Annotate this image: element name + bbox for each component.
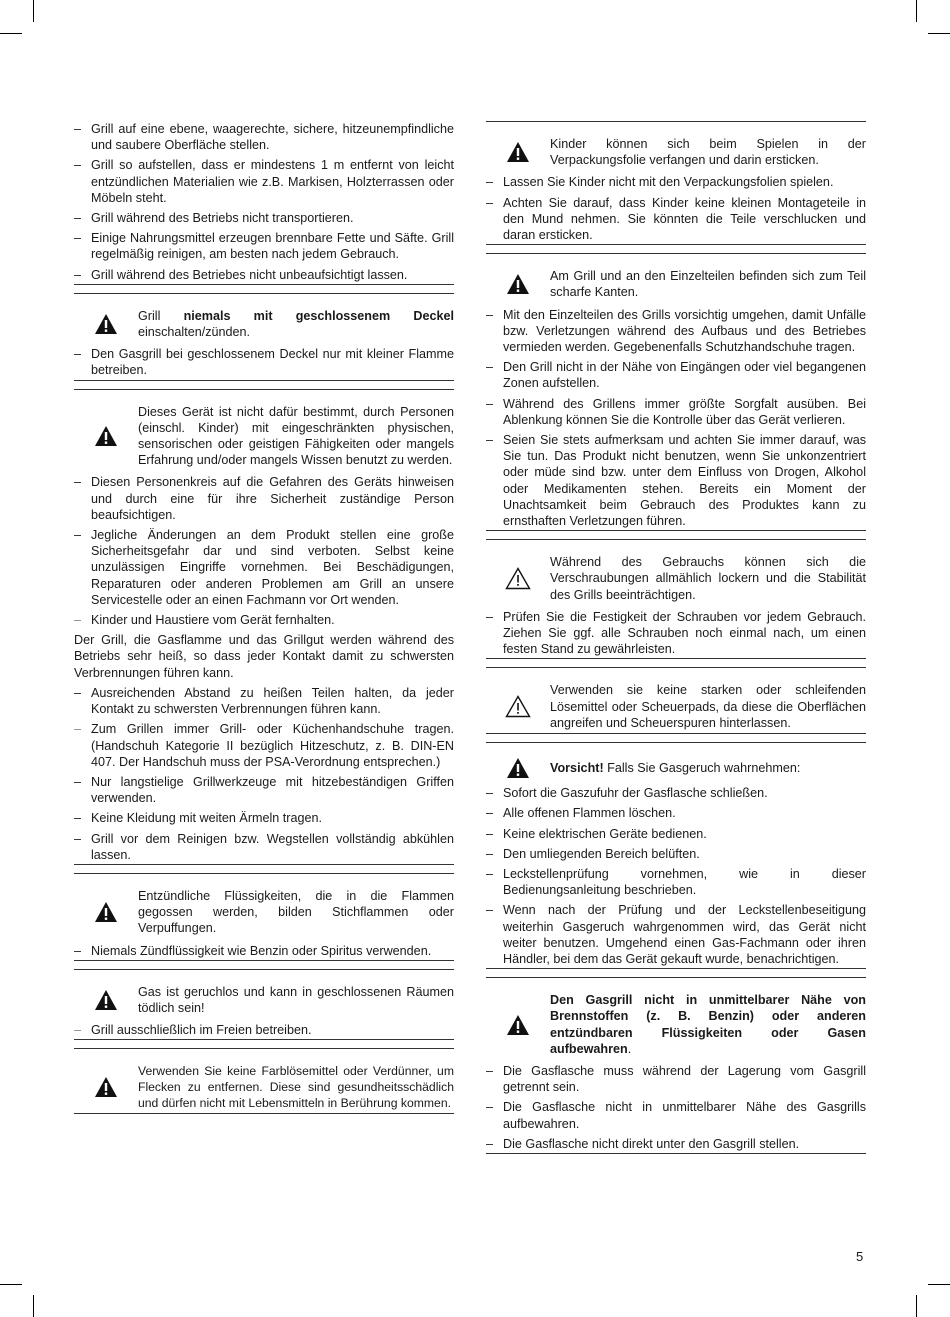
crop-mark bbox=[916, 1295, 917, 1317]
list-item: – Leckstellenprüfung vornehmen, wie in dieser Bedienungsanleitung beschrieben. bbox=[486, 866, 866, 898]
section-divider bbox=[486, 667, 866, 674]
warning-gas bbox=[74, 984, 454, 1016]
section-divider bbox=[486, 977, 866, 984]
warning-persons bbox=[74, 404, 454, 469]
section-divider bbox=[74, 873, 454, 880]
warning-triangle-icon bbox=[74, 313, 138, 335]
list-item: – Keine elektrischen Geräte bedienen. bbox=[486, 826, 866, 842]
warning-screws bbox=[486, 554, 866, 603]
warning-edges bbox=[486, 268, 866, 300]
list-item: – Die Gasflasche nicht direkt unter den Gasgrill stellen. bbox=[486, 1136, 866, 1154]
warning-lid bbox=[74, 308, 454, 340]
list-item: – Keine Kleidung mit weiten Ärmeln tragen. bbox=[74, 810, 454, 826]
warning-text: Verwenden Sie keine Farblösemittel oder Verdünner, um Flecken zu entfernen. Diese sind gesundheitsschädlich und dürfen nicht mit Lebensmitteln in Berührung kommen. bbox=[138, 1064, 454, 1111]
crop-mark bbox=[928, 1284, 950, 1285]
section-divider bbox=[74, 1048, 454, 1055]
list-item: – Nur langstielige Grillwerkzeuge mit hitzebeständigen Griffen verwenden. bbox=[74, 774, 454, 806]
list-item: – Den Grill nicht in der Nähe von Eingängen oder viel begangenen Zonen aufstellen. bbox=[486, 359, 866, 391]
list-item: – Ausreichenden Abstand zu heißen Teilen halten, da jeder Kontakt zu schwersten Verbrennungen führen kann. bbox=[74, 685, 454, 717]
warning-text: Grill niemals mit geschlossenem Deckel einschalten/zünden. bbox=[138, 308, 454, 340]
caution-outline-icon bbox=[486, 695, 550, 718]
list-item: – Seien Sie stets aufmerksam und achten Sie immer darauf, was Sie tun. Das Produkt nicht benutzen, wenn Sie unkonzentriert oder müde sind bzw. unter dem Einfluss von Drogen, Alkohol oder Medikamenten stehen. Bereits ein Moment der Unachtsamkeit beim Gebrauch des Produktes kann zu ernsthaften Verletzungen führen. bbox=[486, 432, 866, 531]
warning-triangle-icon bbox=[486, 141, 550, 163]
warning-text: Den Gasgrill nicht in unmittelbarer Nähe von Brennstoffen (z. B. Benzin) oder anderen entzündbaren Flüssigkeiten oder Gasen aufbewahren. bbox=[550, 993, 866, 1056]
warning-triangle-icon bbox=[74, 425, 138, 447]
warning-text: Dieses Gerät ist nicht dafür bestimmt, durch Personen (einschl. Kinder) mit eingeschränkten physischen, sensorischen oder geistigen Fähigkeiten oder mangels Erfahrung und/oder mangels Wissen benutzt zu werden. bbox=[138, 404, 454, 468]
list-item: – Grill so aufstellen, dass er mindestens 1 m entfernt von leicht entzündlichen Materialien wie z.B. Markisen, Holzterrassen oder Möbeln steht. bbox=[74, 157, 454, 206]
list-item: – Niemals Zündflüssigkeit wie Benzin oder Spiritus verwenden. bbox=[74, 943, 454, 961]
list-item: – Mit den Einzelteilen des Grills vorsichtig umgehen, damit Unfälle bzw. Verletzungen während des Aufbaus und des Betriebes vermieden werden. Gegebenenfalls Schutzhandschuhe tragen. bbox=[486, 307, 866, 356]
list-item: – Den umliegenden Bereich belüften. bbox=[486, 846, 866, 862]
list-item: – Die Gasflasche muss während der Lagerung vom Gasgrill getrennt sein. bbox=[486, 1063, 866, 1095]
warning-text: Während des Gebrauchs können sich die Verschraubungen allmählich lockern und die Stabilität des Grills beeinträchtigen. bbox=[550, 555, 866, 602]
list-item: – Den Gasgrill bei geschlossenem Deckel nur mit kleiner Flamme betreiben. bbox=[74, 346, 454, 380]
caution-outline-icon bbox=[486, 567, 550, 590]
list-item: – Prüfen Sie die Festigkeit der Schrauben vor jedem Gebrauch. Ziehen Sie ggf. alle Schrauben noch einmal nach, um einen festen Stand zu gewährleisten. bbox=[486, 609, 866, 660]
warning-storage bbox=[486, 992, 866, 1057]
section-divider bbox=[74, 293, 454, 300]
warning-liquids bbox=[74, 888, 454, 937]
crop-mark bbox=[928, 33, 950, 34]
list-item: – Lassen Sie Kinder nicht mit den Verpackungsfolien spielen. bbox=[486, 174, 866, 190]
left-column bbox=[74, 121, 454, 1120]
section-divider bbox=[74, 389, 454, 396]
warning-triangle-icon bbox=[74, 1076, 138, 1098]
list-item: – Alle offenen Flammen löschen. bbox=[486, 805, 866, 821]
page-number: 5 bbox=[856, 1249, 864, 1264]
list-item: – Sofort die Gaszufuhr der Gasflasche schließen. bbox=[486, 785, 866, 801]
crop-mark bbox=[33, 0, 34, 22]
section-divider bbox=[486, 742, 866, 749]
list-item: – Grill vor dem Reinigen bzw. Wegstellen vollständig abkühlen lassen. bbox=[74, 831, 454, 865]
warning-triangle-icon bbox=[486, 273, 550, 295]
warning-cleaner bbox=[486, 682, 866, 734]
section-divider bbox=[486, 121, 866, 128]
right-column bbox=[486, 121, 866, 1154]
list-item: – Zum Grillen immer Grill- oder Küchenhandschuhe tragen. (Handschuh Kategorie II bezüglich Hitzeschutz, z. B. DIN-EN 407. Der Handschuh muss der PSA-Verordnung entsprechen.) bbox=[74, 721, 454, 770]
warning-text: Am Grill und an den Einzelteilen befinden sich zum Teil scharfe Kanten. bbox=[550, 269, 866, 300]
section-divider bbox=[486, 253, 866, 260]
list-item: – Kinder und Haustiere vom Gerät fernhalten. bbox=[74, 612, 454, 628]
warning-triangle-icon bbox=[74, 989, 138, 1011]
paragraph: Der Grill, die Gasflamme und das Grillgut werden während des Betriebs sehr heiß, so dass jeder Kontakt damit zu schwersten Verbrennungen führen kann. bbox=[74, 633, 454, 680]
list-item: – Während des Grillens immer größte Sorgfalt ausüben. Bei Ablenkung können Sie die Kontrolle über das Gerät verlieren. bbox=[486, 396, 866, 428]
warning-triangle-icon bbox=[74, 901, 138, 923]
list-item: – Grill ausschließlich im Freien betreiben. bbox=[74, 1022, 454, 1040]
list-item: – Grill auf eine ebene, waagerechte, sichere, hitzeunempfindliche und saubere Oberfläche stellen. bbox=[74, 121, 454, 153]
warning-triangle-icon bbox=[486, 757, 550, 779]
list-item: – Einige Nahrungsmittel erzeugen brennbare Fette und Säfte. Grill regelmäßig reinigen, am besten nach jedem Gebrauch. bbox=[74, 230, 454, 262]
list-item: – Diesen Personenkreis auf die Gefahren des Geräts hinweisen und durch eine für ihre Sicherheit zuständige Person beaufsichtigen. bbox=[74, 474, 454, 523]
warning-text: Kinder können sich beim Spielen in der Verpackungsfolie verfangen und darin ersticken. bbox=[550, 137, 866, 168]
warning-text: Verwenden sie keine starken oder schleifenden Lösemittel oder Scheuerpads, da diese die Oberflächen angreifen und Scheuerspuren hinterlassen. bbox=[550, 683, 866, 730]
section-divider bbox=[486, 539, 866, 546]
warning-text: Entzündliche Flüssigkeiten, die in die Flammen gegossen werden, bilden Stichflammen oder Verpuffungen. bbox=[138, 888, 454, 936]
list-item: – Die Gasflasche nicht in unmittelbarer Nähe des Gasgrills aufbewahren. bbox=[486, 1099, 866, 1131]
list-item: – Jegliche Änderungen an dem Produkt stellen eine große Sicherheitsgefahr dar und sind verboten. Selbst keine unzulässigen Eingriffe vornehmen. Bei Beschädigungen, Reparaturen oder anderen Problemen am Grill an unsere Servicestelle oder an einen Fachmann vor Ort wenden. bbox=[74, 527, 454, 608]
list-item: – Grill während des Betriebes nicht unbeaufsichtigt lassen. bbox=[74, 267, 454, 285]
section-divider bbox=[74, 969, 454, 976]
warning-text: Gas ist geruchlos und kann in geschlossenen Räumen tödlich sein! bbox=[138, 984, 454, 1015]
list-item: – Wenn nach der Prüfung und der Leckstellenbeseitigung weiterhin Gasgeruch wahrgenommen wird, das Gerät nicht weiter benutzen. Umgehend einen Gas-Fachmann oder ihren Händler, bei dem das Gerät gekauft wurde, benachrichtigen. bbox=[486, 902, 866, 969]
warning-text: Vorsicht! Falls Sie Gasgeruch wahrnehmen: bbox=[550, 760, 801, 775]
crop-mark bbox=[33, 1295, 34, 1317]
crop-mark bbox=[0, 1284, 22, 1285]
list-item: – Grill während des Betriebs nicht transportieren. bbox=[74, 210, 454, 226]
warning-children bbox=[486, 136, 866, 168]
crop-mark bbox=[0, 33, 22, 34]
crop-mark bbox=[916, 0, 917, 22]
warning-gas-smell bbox=[486, 757, 866, 779]
warning-triangle-icon bbox=[486, 1014, 550, 1036]
warning-paint bbox=[74, 1063, 454, 1114]
list-item: – Achten Sie darauf, dass Kinder keine kleinen Montageteile in den Mund nehmen. Sie könnten die Teile verschlucken und daran ersticken. bbox=[486, 195, 866, 246]
